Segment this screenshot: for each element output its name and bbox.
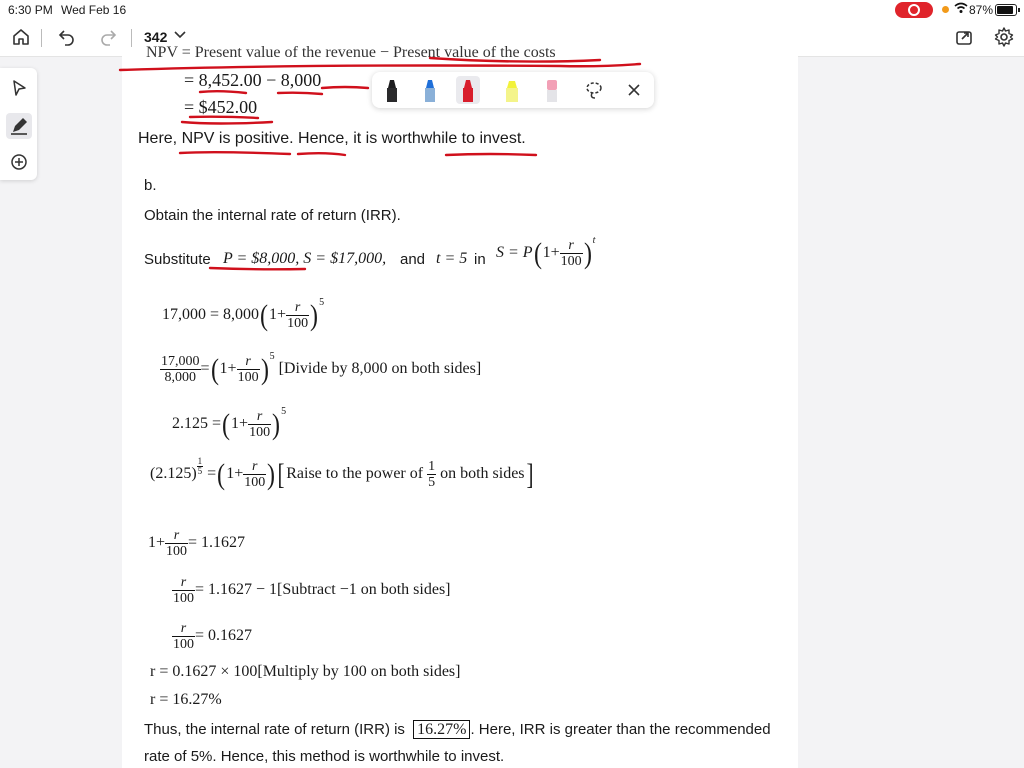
black-marker-icon[interactable] (382, 76, 402, 104)
cut-off-line: NPV = Present value of the revenue − Present value of the costs (146, 44, 556, 61)
mic-indicator-icon (942, 6, 949, 13)
battery-percent: 87% (969, 3, 994, 17)
equation-1: 17,000 = 8,000(1+ $\frac{r}{100}$ )$^5$ (162, 297, 325, 332)
irr-conclusion-1: Thus, the internal rate of return (IRR) is 16.27% . Here, IRR is greater than the recommended (144, 721, 771, 738)
substitute-in: in (474, 251, 486, 268)
page-number[interactable]: 342 (144, 29, 168, 45)
blue-marker-icon[interactable] (420, 76, 440, 104)
part-label: b. (144, 177, 157, 194)
status-date: Wed Feb 16 (61, 3, 127, 17)
pen-tray (372, 72, 654, 108)
status-bar (0, 0, 1024, 20)
settings-icon[interactable] (992, 25, 1016, 49)
substitute-label: Substitute (144, 251, 211, 268)
yellow-highlighter-icon[interactable] (502, 76, 522, 104)
substitute-and: and (400, 251, 426, 268)
toolbar-divider (41, 29, 42, 47)
battery-icon (995, 4, 1017, 16)
add-icon[interactable] (8, 151, 30, 173)
equation-6: $\frac{r}{100}$ = 1.1627 − 1[Subtract −1 on both sides] (173, 575, 451, 606)
close-icon[interactable] (624, 76, 644, 104)
lasso-icon[interactable] (584, 76, 604, 104)
equation-7: $\frac{r}{100}$ = 0.1627 (173, 621, 253, 652)
equation-5: 1+ $\frac{r}{100}$ = 1.1627 (148, 528, 246, 559)
red-marker-icon[interactable] (456, 76, 480, 104)
equation-8: r = 0.1627 × 100[Multiply by 100 on both sides] (150, 663, 461, 680)
toolbar-divider (131, 29, 132, 47)
undo-icon[interactable] (55, 25, 79, 49)
irr-answer-box: 16.27% (413, 720, 470, 739)
npv-conclusion: Here, NPV is positive. Hence, it is worthwhile to invest. (138, 130, 526, 147)
pointer-icon[interactable] (8, 77, 30, 99)
npv-step-2: = $452.00 (184, 97, 258, 117)
equation-4: (2.125) $\frac{1}{5}$ =(1+ $\frac{r}{100}$ )[Raise to the power of $\frac{1}{5}$ on both sides] (150, 456, 534, 491)
home-icon[interactable] (9, 25, 33, 49)
redo-icon[interactable] (96, 25, 120, 49)
equation-9: r = 16.27% (150, 691, 222, 708)
wifi-icon (954, 2, 968, 17)
task-text: Obtain the internal rate of return (IRR). (144, 207, 401, 224)
substitute-t: t = 5 (436, 250, 468, 267)
side-tool-panel (0, 68, 37, 180)
equation-3: 2.125 =(1+ $\frac{r}{100}$ )$^5$ (172, 406, 287, 441)
pen-icon[interactable] (6, 113, 32, 139)
eraser-icon[interactable] (542, 76, 562, 104)
screen-record-icon[interactable] (895, 2, 933, 18)
irr-conclusion-2: rate of 5%. Hence, this method is worthwhile to invest. (144, 748, 505, 765)
share-icon[interactable] (952, 25, 976, 49)
document-page (122, 44, 798, 768)
npv-step-1: = 8,452.00 − 8,000 (184, 70, 322, 90)
equation-2: $\frac{17,000}{8,000}$ =(1+ $\frac{r}{100}$ )$^5$[Divide by 8,000 on both sides] (161, 351, 482, 386)
compound-formula: S = P(1+ $\frac{r}{100}$ )$^t$ (496, 235, 596, 270)
substitute-values: P = $8,000, S = $17,000, (223, 250, 387, 267)
status-time: 6:30 PM (8, 3, 53, 17)
